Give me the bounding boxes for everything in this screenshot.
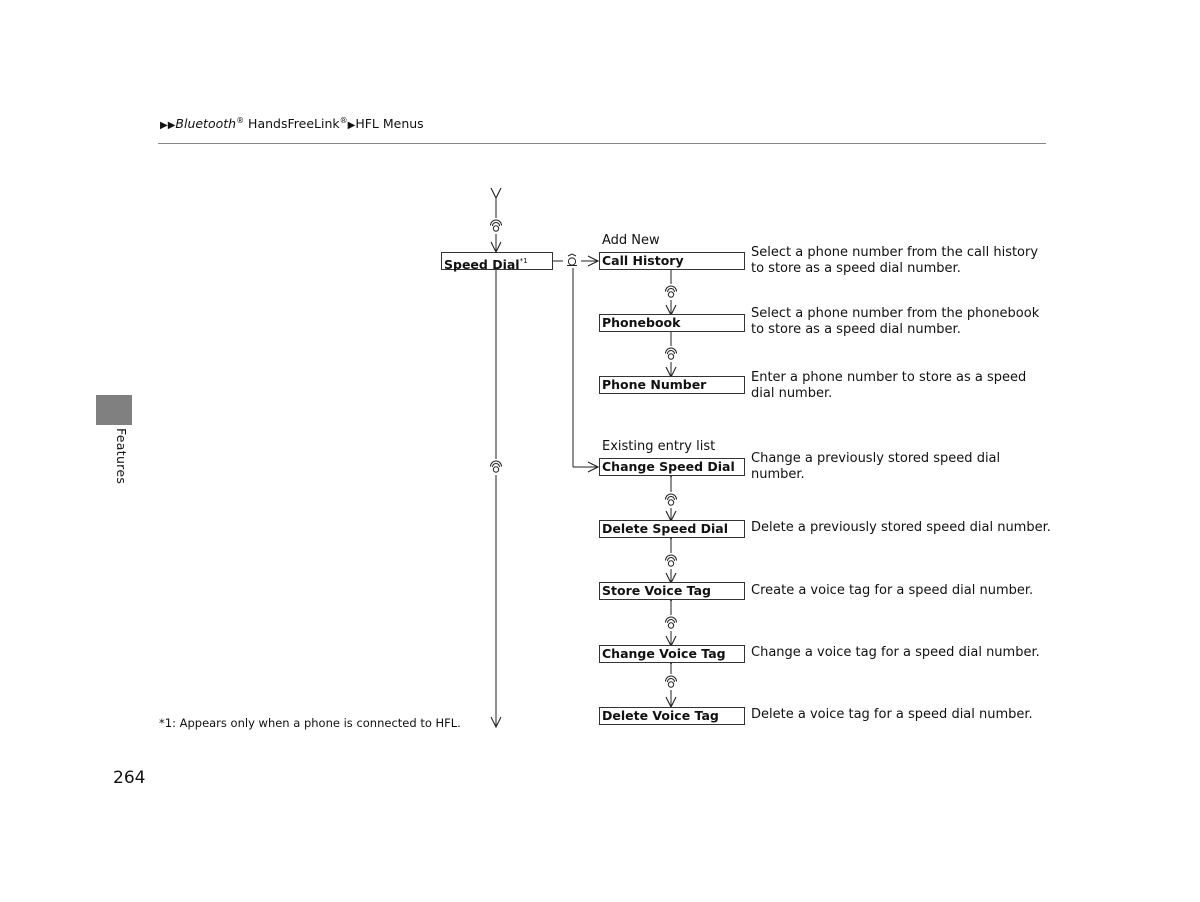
menu-item-label: Store Voice Tag — [602, 583, 711, 598]
item-description: Change a previously stored speed dial number. — [751, 451, 1001, 482]
menu-item-label: Call History — [602, 253, 684, 268]
item-description: Change a voice tag for a speed dial number. — [751, 645, 1040, 660]
menu-item-delete-voice-tag[interactable] — [599, 707, 745, 725]
interface-dial-icon — [666, 617, 677, 628]
breadcrumb-arrow: ▶ — [347, 120, 356, 132]
press-dial-icon — [567, 254, 577, 266]
page-number: 264 — [113, 768, 146, 788]
menu-item-phonebook[interactable] — [599, 314, 745, 332]
section-label: Features — [114, 428, 129, 485]
interface-dial-icon — [491, 220, 502, 231]
item-description: Enter a phone number to store as a speed dial number. — [751, 370, 1027, 401]
breadcrumb-handsfreelink: HandsFreeLink — [244, 116, 340, 132]
item-description: Delete a voice tag for a speed dial number. — [751, 707, 1033, 722]
footnote: *1: Appears only when a phone is connected to HFL. — [159, 716, 461, 730]
item-description: Select a phone number from the call history to store as a speed dial number. — [751, 245, 1039, 276]
interface-dial-icon — [491, 461, 502, 472]
menu-item-label: Speed Dial — [444, 257, 520, 272]
breadcrumb-hfl-menus: HFL Menus — [355, 116, 424, 132]
existing-entry-list-label: Existing entry list — [602, 439, 716, 454]
menu-item-change-speed-dial[interactable] — [599, 458, 745, 476]
item-description: Select a phone number from the phonebook to store as a speed dial number. — [751, 306, 1040, 337]
add-new-label: Add New — [602, 233, 660, 248]
menu-item-label: Delete Voice Tag — [602, 708, 719, 723]
menu-item-phone-number[interactable] — [599, 376, 745, 394]
interface-dial-icon — [666, 494, 677, 505]
menu-item-label: Change Voice Tag — [602, 646, 726, 661]
breadcrumb-arrows: ▶▶ — [160, 120, 176, 132]
item-description: Delete a previously stored speed dial number. — [751, 520, 1051, 535]
interface-dial-icon — [666, 348, 677, 359]
menu-item-call-history[interactable] — [599, 252, 745, 270]
interface-dial-icon — [666, 676, 677, 687]
menu-item-delete-speed-dial[interactable] — [599, 520, 745, 538]
menu-item-speed-dial[interactable] — [441, 252, 553, 270]
item-description: Create a voice tag for a speed dial number. — [751, 583, 1034, 598]
registered-mark: ® — [339, 116, 348, 125]
registered-mark: ® — [236, 116, 245, 125]
interface-dial-icon — [666, 555, 677, 566]
menu-item-store-voice-tag[interactable] — [599, 582, 745, 600]
item-connectors — [666, 270, 677, 707]
breadcrumb-bluetooth: Bluetooth — [175, 116, 237, 132]
interface-dial-icon — [666, 286, 677, 297]
menu-item-label: Phone Number — [602, 377, 707, 392]
menu-item-label: Change Speed Dial — [602, 459, 735, 474]
menu-item-label: Delete Speed Dial — [602, 521, 729, 536]
menu-item-label: Phonebook — [602, 315, 681, 330]
menu-item-change-voice-tag[interactable] — [599, 645, 745, 663]
footnote-mark: *1 — [519, 257, 528, 265]
